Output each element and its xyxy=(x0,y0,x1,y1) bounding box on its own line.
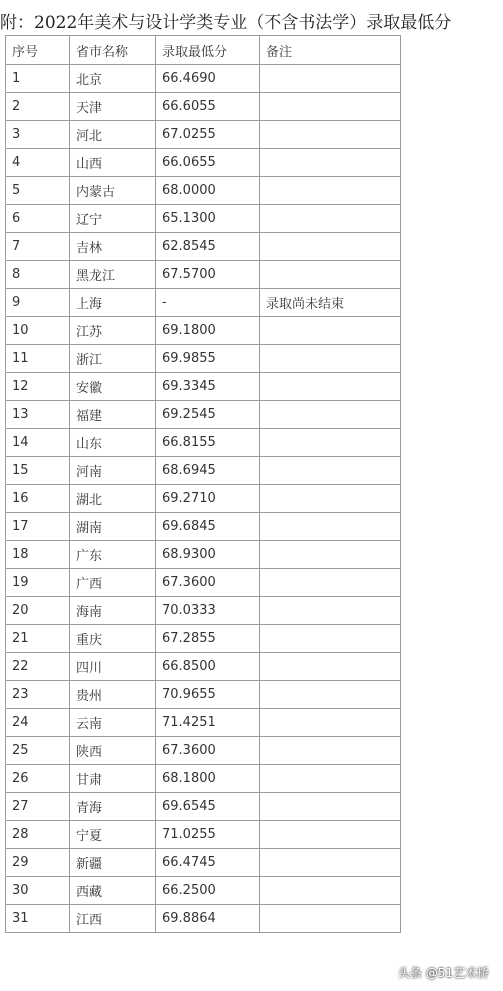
row-score-cell: 66.8500 xyxy=(156,653,260,681)
row-province-cell: 安徽 xyxy=(70,373,156,401)
row-index-cell: 25 xyxy=(6,737,70,765)
row-score-cell: 69.8864 xyxy=(156,905,260,933)
row-province-cell: 河北 xyxy=(70,121,156,149)
row-province-cell: 湖南 xyxy=(70,513,156,541)
row-note-cell xyxy=(260,317,401,345)
row-index-cell: 30 xyxy=(6,877,70,905)
row-note-cell xyxy=(260,765,401,793)
row-score-cell: 71.4251 xyxy=(156,709,260,737)
table-row xyxy=(6,821,401,849)
row-index-cell: 9 xyxy=(6,289,70,317)
table-row xyxy=(6,849,401,877)
table-row xyxy=(6,289,401,317)
table-row xyxy=(6,653,401,681)
row-note-cell xyxy=(260,401,401,429)
table-row xyxy=(6,541,401,569)
row-score-cell: 68.9300 xyxy=(156,541,260,569)
row-note-cell xyxy=(260,569,401,597)
row-score-cell: 68.6945 xyxy=(156,457,260,485)
row-score-cell: 66.6055 xyxy=(156,93,260,121)
row-score-cell: 62.8545 xyxy=(156,233,260,261)
table-row xyxy=(6,317,401,345)
row-score-cell: 67.2855 xyxy=(156,625,260,653)
table-row xyxy=(6,65,401,93)
table-row xyxy=(6,793,401,821)
row-index-cell: 29 xyxy=(6,849,70,877)
table-row xyxy=(6,737,401,765)
row-score-cell: 66.2500 xyxy=(156,877,260,905)
row-index-cell: 11 xyxy=(6,345,70,373)
row-score-cell: 67.0255 xyxy=(156,121,260,149)
row-index-cell: 1 xyxy=(6,65,70,93)
row-province-cell: 江西 xyxy=(70,905,156,933)
row-note-cell: 录取尚未结束 xyxy=(260,289,401,317)
row-note-cell xyxy=(260,793,401,821)
row-province-cell: 江苏 xyxy=(70,317,156,345)
row-score-cell: 69.6845 xyxy=(156,513,260,541)
row-index-cell: 24 xyxy=(6,709,70,737)
row-index-cell: 31 xyxy=(6,905,70,933)
row-note-cell xyxy=(260,149,401,177)
row-note-cell xyxy=(260,177,401,205)
row-score-cell: 67.3600 xyxy=(156,737,260,765)
row-note-cell xyxy=(260,457,401,485)
row-score-cell: 71.0255 xyxy=(156,821,260,849)
row-index-cell: 17 xyxy=(6,513,70,541)
row-note-cell xyxy=(260,121,401,149)
row-score-cell: 66.0655 xyxy=(156,149,260,177)
table-row xyxy=(6,765,401,793)
row-index-cell: 8 xyxy=(6,261,70,289)
row-province-cell: 西藏 xyxy=(70,877,156,905)
row-index-cell: 6 xyxy=(6,205,70,233)
row-note-cell xyxy=(260,597,401,625)
row-index-cell: 18 xyxy=(6,541,70,569)
row-province-cell: 新疆 xyxy=(70,849,156,877)
row-score-cell: 69.2710 xyxy=(156,485,260,513)
table-row xyxy=(6,905,401,933)
row-score-cell: - xyxy=(156,289,260,317)
row-province-cell: 四川 xyxy=(70,653,156,681)
row-score-cell: 70.0333 xyxy=(156,597,260,625)
row-province-cell: 辽宁 xyxy=(70,205,156,233)
row-note-cell xyxy=(260,877,401,905)
row-province-cell: 吉林 xyxy=(70,233,156,261)
row-note-cell xyxy=(260,513,401,541)
header-score: 录取最低分 xyxy=(156,36,260,65)
row-province-cell: 湖北 xyxy=(70,485,156,513)
row-note-cell xyxy=(260,821,401,849)
row-note-cell xyxy=(260,625,401,653)
table-row xyxy=(6,625,401,653)
row-index-cell: 20 xyxy=(6,597,70,625)
row-score-cell: 69.9855 xyxy=(156,345,260,373)
table-row xyxy=(6,597,401,625)
row-note-cell xyxy=(260,345,401,373)
row-score-cell: 69.3345 xyxy=(156,373,260,401)
table-row xyxy=(6,569,401,597)
row-index-cell: 10 xyxy=(6,317,70,345)
row-province-cell: 陕西 xyxy=(70,737,156,765)
row-note-cell xyxy=(260,261,401,289)
table-body xyxy=(6,65,401,933)
row-note-cell xyxy=(260,737,401,765)
row-note-cell xyxy=(260,485,401,513)
row-score-cell: 66.8155 xyxy=(156,429,260,457)
row-province-cell: 山东 xyxy=(70,429,156,457)
table-row xyxy=(6,513,401,541)
table-row xyxy=(6,401,401,429)
row-index-cell: 23 xyxy=(6,681,70,709)
row-note-cell xyxy=(260,205,401,233)
row-score-cell: 65.1300 xyxy=(156,205,260,233)
row-score-cell: 67.5700 xyxy=(156,261,260,289)
header-province: 省市名称 xyxy=(70,36,156,65)
table-row xyxy=(6,261,401,289)
row-note-cell xyxy=(260,233,401,261)
table-header-row xyxy=(6,36,401,65)
row-score-cell: 70.9655 xyxy=(156,681,260,709)
row-index-cell: 2 xyxy=(6,93,70,121)
row-index-cell: 16 xyxy=(6,485,70,513)
row-index-cell: 19 xyxy=(6,569,70,597)
row-province-cell: 天津 xyxy=(70,93,156,121)
row-note-cell xyxy=(260,93,401,121)
row-index-cell: 28 xyxy=(6,821,70,849)
table-row xyxy=(6,345,401,373)
row-province-cell: 宁夏 xyxy=(70,821,156,849)
header-note: 备注 xyxy=(260,36,401,65)
table-row xyxy=(6,429,401,457)
table-row xyxy=(6,485,401,513)
row-province-cell: 贵州 xyxy=(70,681,156,709)
row-note-cell xyxy=(260,681,401,709)
row-score-cell: 69.2545 xyxy=(156,401,260,429)
row-province-cell: 海南 xyxy=(70,597,156,625)
table-row xyxy=(6,177,401,205)
row-index-cell: 26 xyxy=(6,765,70,793)
row-province-cell: 黑龙江 xyxy=(70,261,156,289)
row-index-cell: 5 xyxy=(6,177,70,205)
row-index-cell: 27 xyxy=(6,793,70,821)
row-province-cell: 北京 xyxy=(70,65,156,93)
row-province-cell: 广西 xyxy=(70,569,156,597)
row-province-cell: 云南 xyxy=(70,709,156,737)
row-score-cell: 69.6545 xyxy=(156,793,260,821)
row-province-cell: 福建 xyxy=(70,401,156,429)
table-row xyxy=(6,457,401,485)
row-province-cell: 青海 xyxy=(70,793,156,821)
row-province-cell: 浙江 xyxy=(70,345,156,373)
row-score-cell: 68.1800 xyxy=(156,765,260,793)
row-province-cell: 广东 xyxy=(70,541,156,569)
row-note-cell xyxy=(260,541,401,569)
row-score-cell: 67.3600 xyxy=(156,569,260,597)
row-score-cell: 66.4745 xyxy=(156,849,260,877)
row-note-cell xyxy=(260,653,401,681)
admission-score-table xyxy=(5,35,401,933)
table-row xyxy=(6,121,401,149)
row-province-cell: 内蒙古 xyxy=(70,177,156,205)
row-index-cell: 22 xyxy=(6,653,70,681)
row-note-cell xyxy=(260,905,401,933)
table-row xyxy=(6,233,401,261)
row-index-cell: 14 xyxy=(6,429,70,457)
row-province-cell: 重庆 xyxy=(70,625,156,653)
row-score-cell: 69.1800 xyxy=(156,317,260,345)
row-score-cell: 66.4690 xyxy=(156,65,260,93)
row-province-cell: 上海 xyxy=(70,289,156,317)
row-note-cell xyxy=(260,849,401,877)
row-province-cell: 河南 xyxy=(70,457,156,485)
table-row xyxy=(6,149,401,177)
row-note-cell xyxy=(260,709,401,737)
table-row xyxy=(6,205,401,233)
table-row xyxy=(6,709,401,737)
row-index-cell: 7 xyxy=(6,233,70,261)
row-note-cell xyxy=(260,373,401,401)
table-row xyxy=(6,877,401,905)
row-index-cell: 12 xyxy=(6,373,70,401)
row-province-cell: 山西 xyxy=(70,149,156,177)
row-index-cell: 3 xyxy=(6,121,70,149)
page-title: 附：2022年美术与设计学类专业（不含书法学）录取最低分 xyxy=(0,13,452,33)
row-score-cell: 68.0000 xyxy=(156,177,260,205)
row-index-cell: 4 xyxy=(6,149,70,177)
table-row xyxy=(6,373,401,401)
row-note-cell xyxy=(260,429,401,457)
header-index: 序号 xyxy=(6,36,70,65)
row-province-cell: 甘肃 xyxy=(70,765,156,793)
watermark: 头条 @51艺术桥 xyxy=(397,966,489,980)
row-index-cell: 21 xyxy=(6,625,70,653)
row-index-cell: 13 xyxy=(6,401,70,429)
table-row xyxy=(6,93,401,121)
row-index-cell: 15 xyxy=(6,457,70,485)
table-row xyxy=(6,681,401,709)
row-note-cell xyxy=(260,65,401,93)
